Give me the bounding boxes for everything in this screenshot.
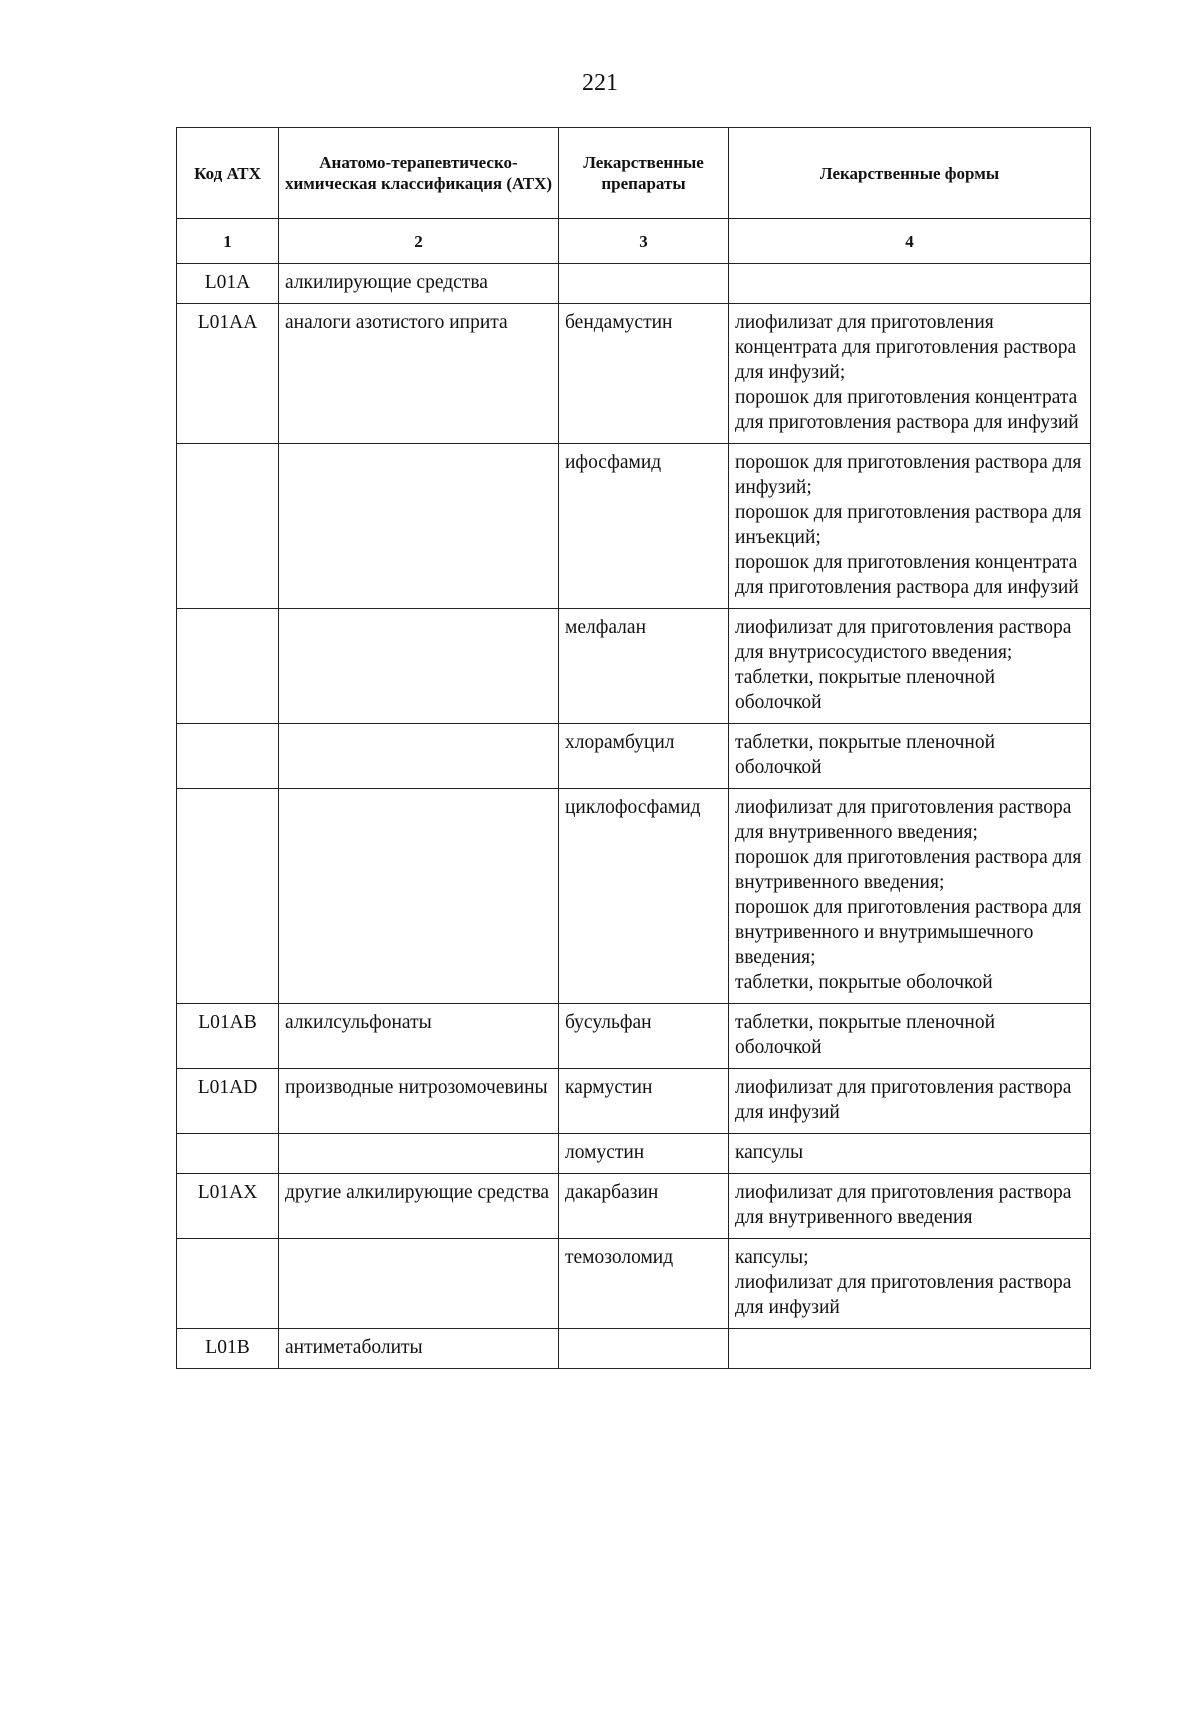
dosage-forms-cell [729, 1069, 1091, 1134]
dosage-form-item: порошок для приготовления концентрата для приготовления раствора для инфузий [735, 387, 1079, 433]
dosage-forms-cell [729, 444, 1091, 609]
drug-cell [559, 264, 729, 304]
dosage-form-item: лиофилизат для приготовления раствора для инфузий [735, 1077, 1072, 1123]
dosage-forms-cell [729, 789, 1091, 1004]
atx-code-cell: L01AB [177, 1004, 279, 1069]
dosage-form-item: капсулы [735, 1142, 804, 1163]
table-row [177, 1069, 1091, 1134]
drug-cell: ифосфамид [559, 444, 729, 609]
drug-cell: кармустин [559, 1069, 729, 1134]
header-row [177, 128, 1091, 219]
atx-code-cell: L01B [177, 1329, 279, 1369]
drug-cell: бендамустин [559, 304, 729, 444]
dosage-form-item: таблетки, покрытые пленочной оболочкой [735, 1012, 996, 1058]
atx-code-cell [177, 724, 279, 789]
classification-cell: алкилирующие средства [279, 264, 559, 304]
dosage-forms-cell [729, 1134, 1091, 1174]
dosage-form-item: порошок для приготовления раствора для инфузий; [735, 452, 1082, 498]
atx-code-cell [177, 789, 279, 1004]
drug-cell: дакарбазин [559, 1174, 729, 1239]
dosage-forms-cell [729, 1174, 1091, 1239]
dosage-form-item: лиофилизат для приготовления концентрата для приготовления раствора для инфузий; [735, 312, 1077, 383]
table-row [177, 1134, 1091, 1174]
table-row [177, 789, 1091, 1004]
table-row [177, 1239, 1091, 1329]
drug-cell [559, 1329, 729, 1369]
page-number: 221 [582, 70, 618, 96]
atx-code-cell [177, 609, 279, 724]
dosage-form-item: порошок для приготовления раствора для инъекций; [735, 502, 1082, 548]
column-number: 2 [279, 219, 559, 264]
dosage-form-item: лиофилизат для приготовления раствора для внутривенного введения; [735, 797, 1072, 843]
dosage-forms-cell [729, 304, 1091, 444]
classification-cell [279, 444, 559, 609]
column-number: 3 [559, 219, 729, 264]
column-number-row [177, 219, 1091, 264]
dosage-form-item: таблетки, покрытые пленочной оболочкой [735, 667, 996, 713]
drug-cell: циклофосфамид [559, 789, 729, 1004]
table-row [177, 264, 1091, 304]
drug-cell: хлорамбуцил [559, 724, 729, 789]
atx-code-cell [177, 1239, 279, 1329]
table-row [177, 609, 1091, 724]
dosage-form-item: порошок для приготовления раствора для внутривенного и внутримышечного введения; [735, 897, 1082, 968]
header-forms: Лекарственные формы [729, 128, 1091, 219]
dosage-forms-cell [729, 609, 1091, 724]
dosage-form-item: таблетки, покрытые пленочной оболочкой [735, 732, 996, 778]
drug-cell: бусульфан [559, 1004, 729, 1069]
classification-cell [279, 1134, 559, 1174]
classification-cell: производные нитрозомочевины [279, 1069, 559, 1134]
dosage-forms-cell [729, 1239, 1091, 1329]
dosage-form-item: лиофилизат для приготовления раствора для внутривенного введения [735, 1182, 1072, 1228]
dosage-form-item: порошок для приготовления концентрата для приготовления раствора для инфузий [735, 552, 1079, 598]
classification-cell: алкилсульфонаты [279, 1004, 559, 1069]
atx-code-cell [177, 444, 279, 609]
header-drugs: Лекарственные препараты [559, 128, 729, 219]
dosage-form-item: капсулы; [735, 1247, 809, 1268]
classification-cell [279, 789, 559, 1004]
dosage-form-item: лиофилизат для приготовления раствора для инфузий [735, 1272, 1072, 1318]
drug-cell: мелфалан [559, 609, 729, 724]
table-row [177, 1329, 1091, 1369]
table-row [177, 1174, 1091, 1239]
classification-cell [279, 609, 559, 724]
table-row [177, 444, 1091, 609]
dosage-forms-cell [729, 1004, 1091, 1069]
dosage-form-item: лиофилизат для приготовления раствора для внутрисосудистого введения; [735, 617, 1072, 663]
atx-code-cell: L01AD [177, 1069, 279, 1134]
atx-code-cell [177, 1134, 279, 1174]
classification-cell [279, 724, 559, 789]
atx-table [176, 127, 1091, 1369]
classification-cell: другие алкилирующие средства [279, 1174, 559, 1239]
dosage-form-item: порошок для приготовления раствора для внутривенного введения; [735, 847, 1082, 893]
classification-cell: антиметаболиты [279, 1329, 559, 1369]
table-row [177, 304, 1091, 444]
classification-cell: аналоги азотистого иприта [279, 304, 559, 444]
dosage-form-item: таблетки, покрытые оболочкой [735, 972, 993, 993]
header-code: Код АТХ [177, 128, 279, 219]
table-row [177, 724, 1091, 789]
classification-cell [279, 1239, 559, 1329]
atx-code-cell: L01A [177, 264, 279, 304]
column-number: 1 [177, 219, 279, 264]
atx-code-cell: L01AA [177, 304, 279, 444]
table-row [177, 1004, 1091, 1069]
drug-cell: темозоломид [559, 1239, 729, 1329]
column-number: 4 [729, 219, 1091, 264]
drug-cell: ломустин [559, 1134, 729, 1174]
dosage-forms-cell [729, 264, 1091, 304]
header-classification: Анатомо-терапевтическо-химическая классификация (АТХ) [279, 128, 559, 219]
atx-code-cell: L01AX [177, 1174, 279, 1239]
dosage-forms-cell [729, 1329, 1091, 1369]
dosage-forms-cell [729, 724, 1091, 789]
